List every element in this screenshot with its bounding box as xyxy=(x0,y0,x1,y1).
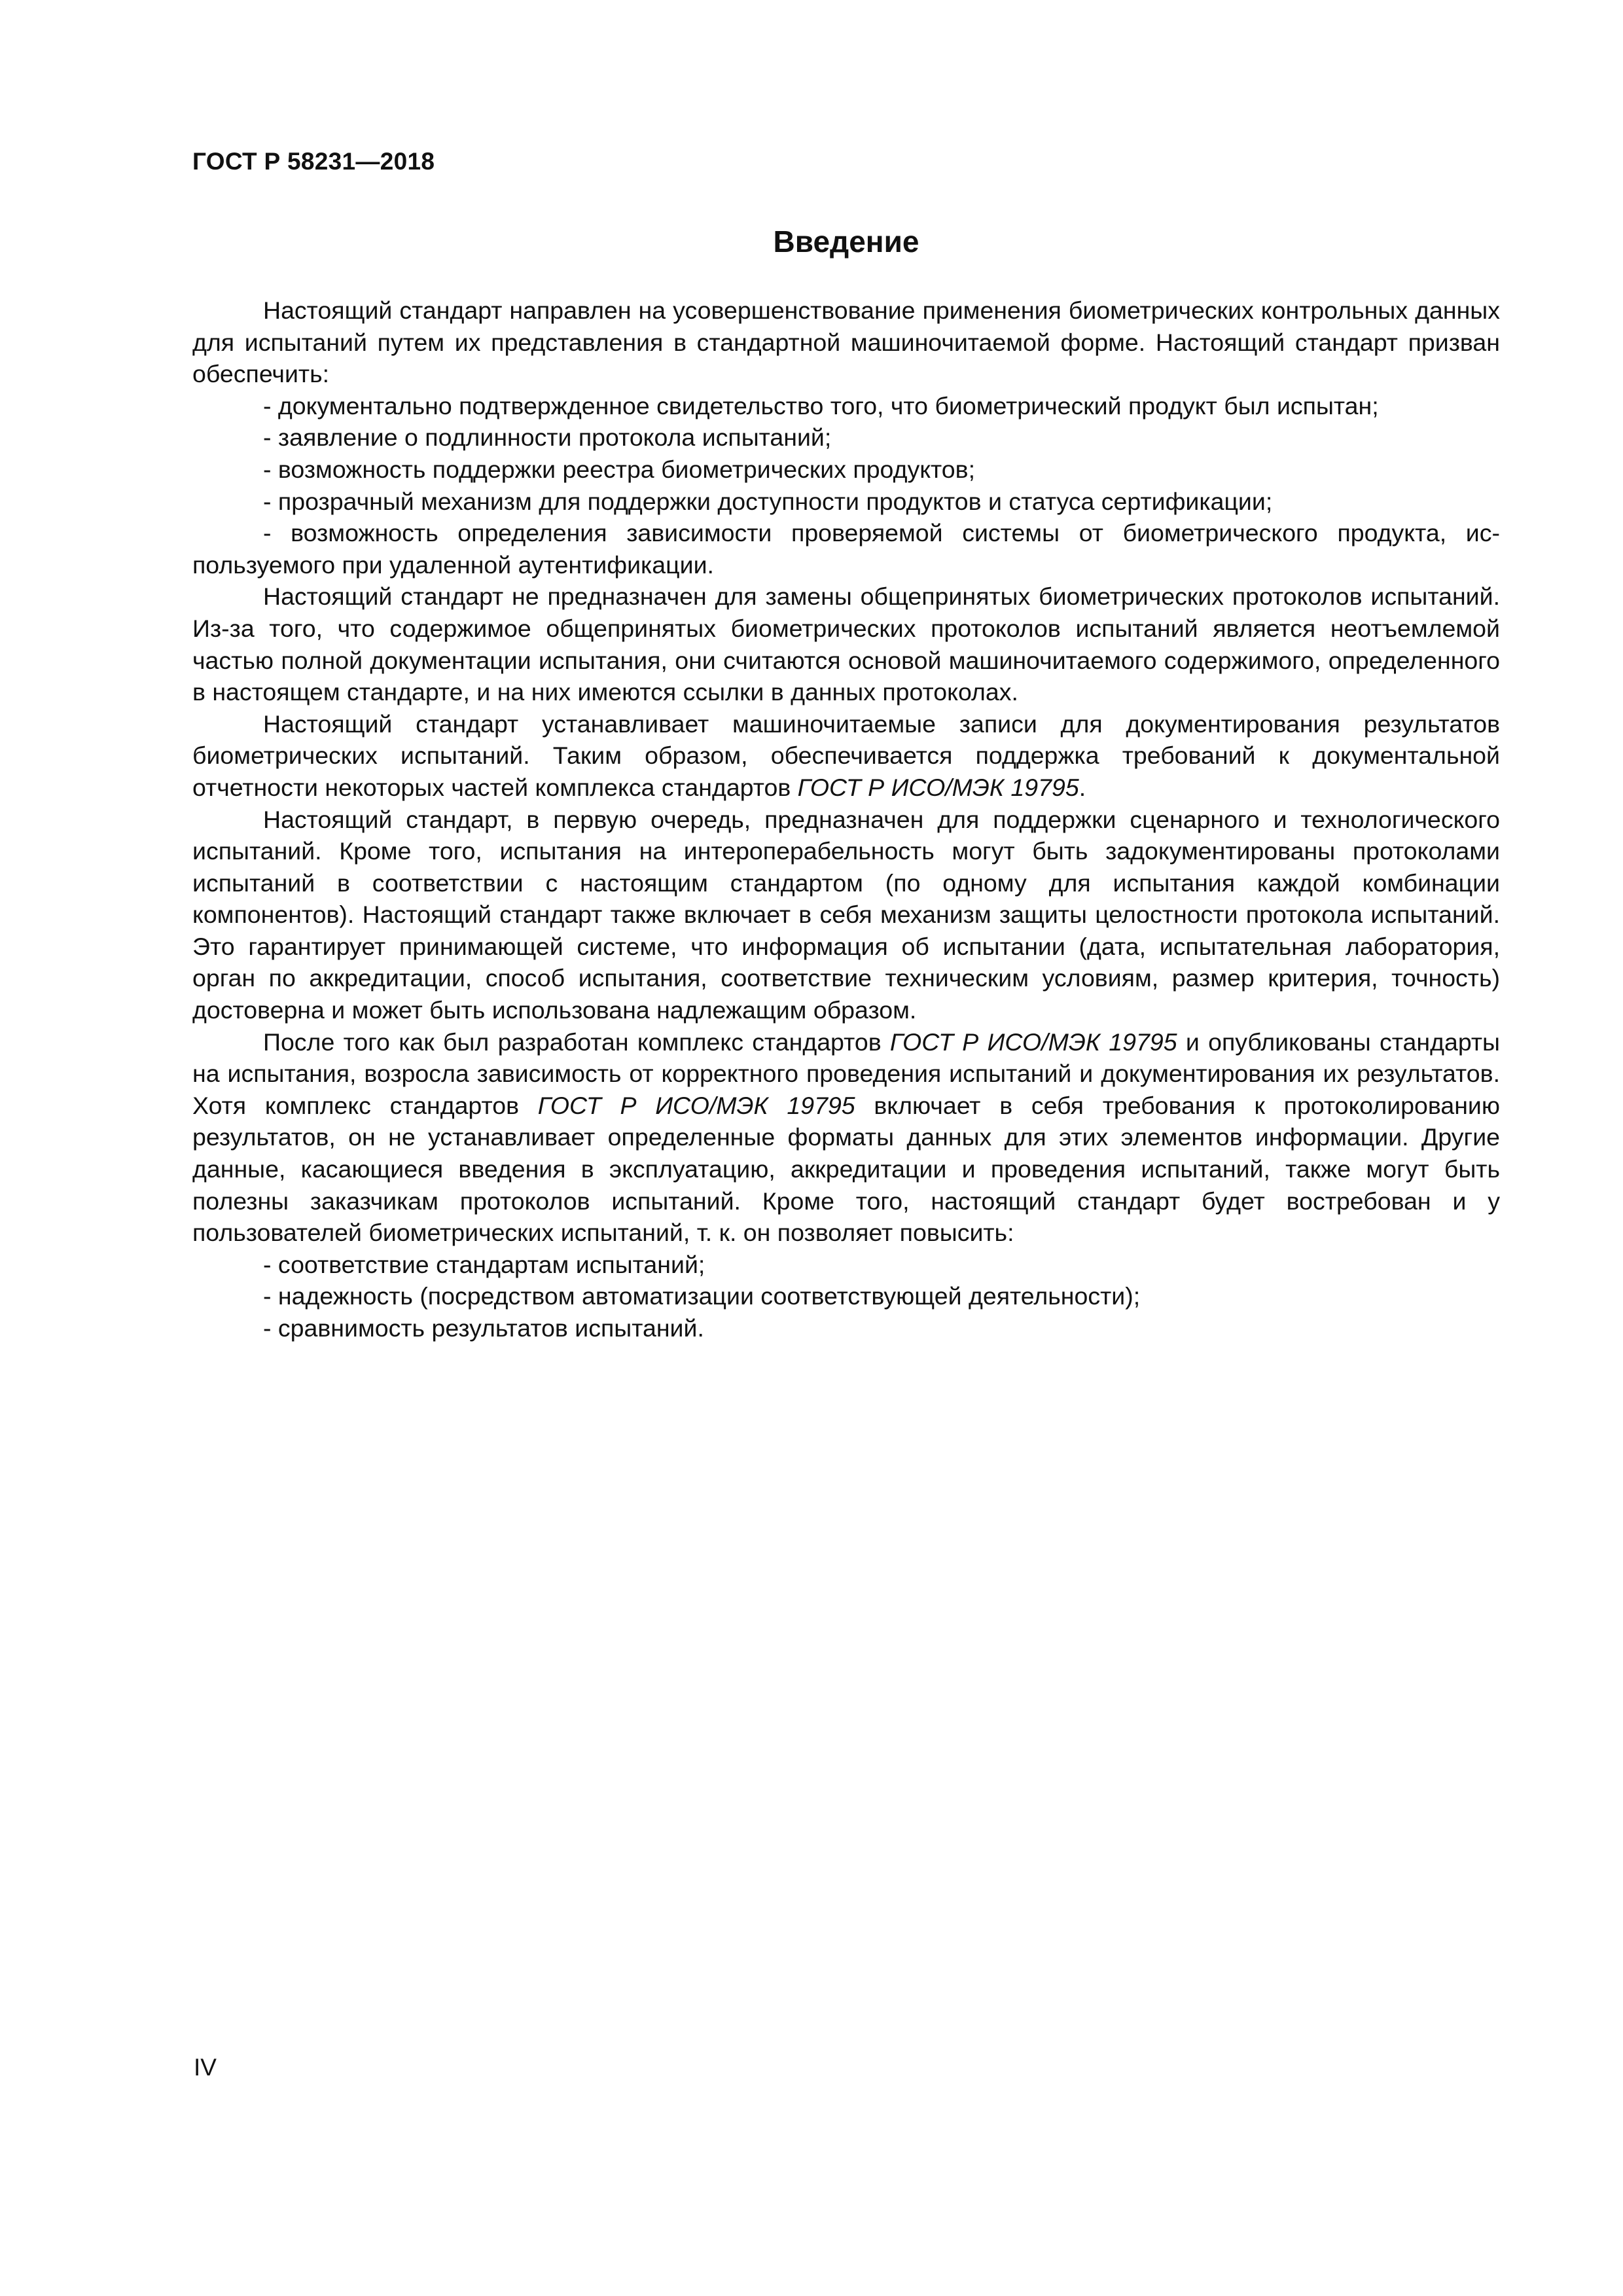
paragraph-3 xyxy=(192,708,1500,804)
paragraph-4: Настоящий стандарт, в первую очередь, предназначен для поддержки сценарного и технологического испытаний. Кроме того, испытания на интероперабельность могут быть задокументированы протоколами испытаний в соответствии с настоящим стандартом (по одному для испытания каждой комбинации компонентов). Настоящий стандарт также включает в себя механизм защиты целостности протокола испытаний. Это гарантирует принимающей системе, что информация об испытании (дата, испытательная лаборатория, орган по аккредитации, способ испытания, соответствие техническим условиям, размер критерия, точность) достоверна и может быть использована надлежащим образом. xyxy=(192,805,1500,1024)
paragraph-1: Настоящий стандарт направлен на усовершенствование применения биометрических контрольных данных для испытаний путем их представления в стандартной машиночитаемой форме. Настоящий стандарт призван обеспечить: xyxy=(192,296,1500,388)
paragraph-5-text-b: и опубликованы стандарты на испытания, возросла зависимость от корректного проведения испытаний и документирования их результатов. Хотя комплекс стандартов xyxy=(192,1028,1500,1119)
paragraph-5-text-a: После того как был разработан комплекс стандартов xyxy=(263,1028,890,1056)
list-item: - заявление о подлинности протокола испытаний; xyxy=(263,423,832,452)
section-title: Введение xyxy=(773,224,919,259)
standard-reference: ГОСТ Р ИСО/МЭК 19795 xyxy=(537,1091,855,1119)
paragraph-3-text: Настоящий стандарт устанавливает машиночитаемые записи для документирования результатов биометрических испытаний. Таким образом, обеспечивается поддержка требований к документальной отчетности некоторых частей комплекса стандартов xyxy=(192,709,1500,801)
document-code: ГОСТ Р 58231—2018 xyxy=(192,148,435,175)
paragraph-5 xyxy=(192,1026,1500,1249)
list-item: - возможность поддержки реестра биометрических продуктов; xyxy=(263,455,975,483)
standard-reference: ГОСТ Р ИСО/МЭК 19795 xyxy=(797,773,1079,801)
list-item: - прозрачный механизм для поддержки доступности продуктов и статуса сертификации; xyxy=(263,487,1273,515)
list-item: - документально подтвержденное свидетельство того, что биометрический продукт был испытан; xyxy=(263,391,1379,420)
paragraph-5-text-c: включает в себя требования к протоколированию результатов, он не устанавливает определенные форматы данных для этих элементов информации. Другие данные, касающиеся введения в эксплуатацию, аккредитации и проведения испытаний, также могут быть полезны заказчикам протоколов испытаний. Кроме того, настоящий стандарт будет востребован и у пользователей биометрических испытаний, т. к. он позволяет повысить: xyxy=(192,1091,1500,1247)
introduction-body xyxy=(192,295,1500,1344)
list-item: - надежность (посредством автоматизации соответствующей деятельности); xyxy=(263,1282,1141,1310)
list-item: - соответствие стандартам испытаний; xyxy=(263,1250,705,1278)
standard-reference: ГОСТ Р ИСО/МЭК 19795 xyxy=(889,1028,1177,1056)
page-number: IV xyxy=(194,2054,217,2081)
paragraph-3-end: . xyxy=(1079,773,1086,801)
list-item: - возможность определения зависимости проверяемой системы от биометрического продукта, используемого при удаленной аутентификации. xyxy=(192,519,1500,579)
paragraph-2: Настоящий стандарт не предназначен для замены общепринятых биометрических протоколов испытаний. Из-за того, что содержимое общепринятых биометрических протоколов испытаний является неотъемлемой частью полной документации испытания, они считаются основой машиночитаемого содержимого, определенного в настоящем стандарте, и на них имеются ссылки в данных протоколах. xyxy=(192,583,1500,706)
list-item: - сравнимость результатов испытаний. xyxy=(263,1314,704,1342)
